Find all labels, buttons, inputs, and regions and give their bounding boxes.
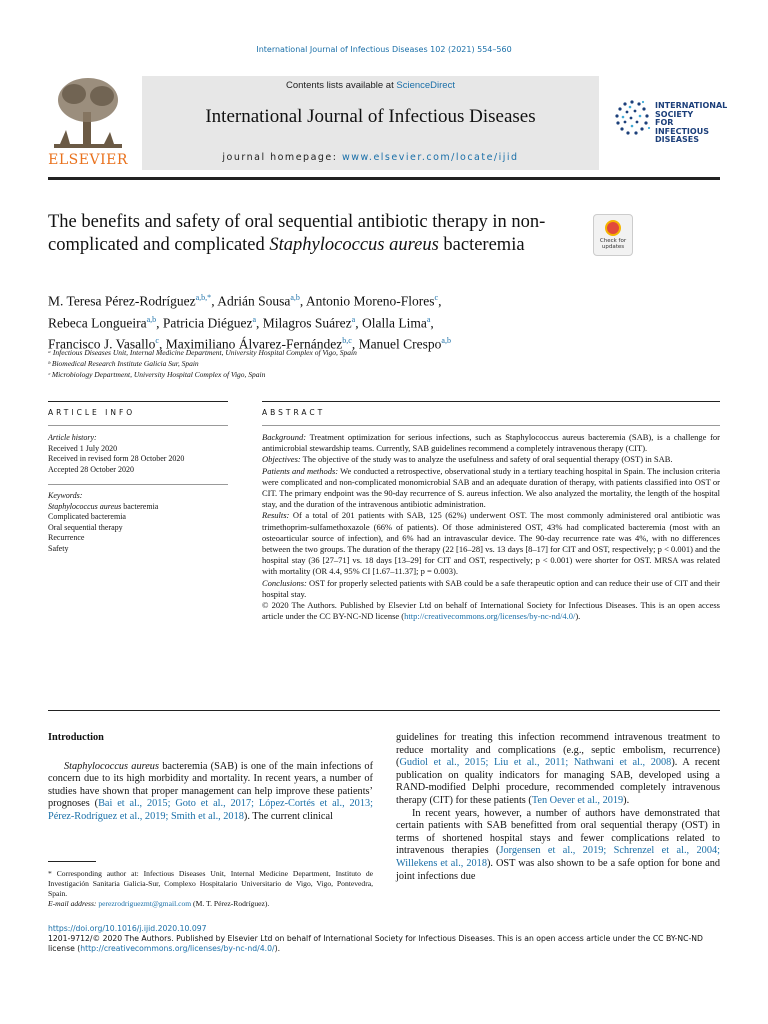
doi-link[interactable]: https://doi.org/10.1016/j.ijid.2020.10.097 [48,924,207,933]
corresponding-text: * Corresponding author at: Infectious Diseases Unit, Internal Medicine Department, Instituto de Investigación Sanitaria Galicia-Sur, Complexo Hospitalario Universitario de Vigo, Vigo, Pontevedra, Spain. [48,869,373,898]
affiliation-b: ᵇ Biomedical Research Institute Galicia Sur, Spain [48,359,199,368]
keyword-item: Recurrence [48,533,85,542]
abstract-copyright [262,600,720,622]
email-suffix: (M. T. Pérez-Rodríguez). [191,899,270,908]
right-column [396,732,720,883]
check-updates-label: Check for updates [599,238,627,250]
author-affil[interactable]: c [155,336,159,345]
license-link[interactable]: http://creativecommons.org/licenses/by-nc-nd/4.0/ [404,611,576,622]
society-name [655,102,727,145]
paragraph [48,761,373,824]
footer-license-link[interactable]: http://creativecommons.org/licenses/by-nc-nd/4.0/ [80,944,275,953]
sciencedirect-link[interactable]: ScienceDirect [396,80,455,91]
abstract-text: Treatment optimization for serious infections, such as Staphylococcus aureus bacteremia (SAB), is a challenge for antimicrobial stewardship teams. Currently, SAB guidelines recommend a completely intravenous therapy (CIT). [262,432,720,454]
publisher-name[interactable]: ELSEVIER [48,152,128,168]
keyword-item: Complicated bacteremia [48,512,126,521]
email-line [48,899,373,909]
keyword-item: Oral sequential therapy [48,522,123,532]
abstract-label: Results: [262,510,290,521]
email-link[interactable]: perezrodriguezmt@gmail.com [98,899,192,908]
paragraph-text: In recent years, however, a number of authors have demonstrated that certain patients with SAB benefitted from oral sequential therapy (OST) in terms of shortened hospital stays and fewer complications related to intravenous therapies ( [396,807,720,857]
history-received: Received 1 July 2020 [48,443,118,453]
page-footer [48,924,720,954]
paragraph-text: ). [623,794,630,806]
abstract-body [262,432,720,622]
author-name[interactable]: Patricia Diéguez [162,315,253,330]
abstract-text: The objective of the study was to analyze the usefulness and safety of oral sequential therapy (OST) in SAB. [300,454,673,465]
abstract-label: Conclusions: [262,577,307,588]
author-sep: , [299,293,306,309]
affiliation-c: ᶜ Microbiology Department, University Hospital Complex of Vigo, Spain [48,370,266,379]
keywords-heading: Keywords: [48,491,83,500]
paragraph-text: ). OST was also shown to be a safe option for bone and joint infections due [396,857,720,882]
copyright-text: © 2020 The Authors. Published by Elsevier Ltd on behalf of International Society for Infectious Diseases. This is an open access article under the CC BY-NC-ND license ( [262,600,720,622]
issn-line [48,934,720,954]
paragraph [396,732,720,808]
homepage-line [142,152,599,163]
issn-close: ). [274,944,281,953]
abstract-conclusions [262,578,720,600]
abstract-text: Of a total of 201 patients with SAB, 125 (62%) underwent OST. The most commonly administered oral antibiotic was trimethoprim-sulfamethoxazole (66% of patients). Of those administered OST, 43% had complicated bacteremia (most with an osteoarticular source of infection), and 6% had an intravascular device. The 90-day recurrence rate was 4%, with no differences between the two groups. The duration of the therapy (22 [16–28] vs. 13 days [8–17] for CIT and OST, respectively; p < 0.001) and the hospital stay (36 [27–71] vs. 18 days [13–29] for CIT and OST, respectively; p < 0.001) were shorter for OST. MRSA was related with mortality (OR 4.4, 95% CI [1.67–11.37]; p = 0.003). [262,510,720,577]
abstract-background [262,432,720,454]
author-list [48,289,568,354]
abstract-top-rule [262,401,720,402]
keyword-rest: bacteremia [121,501,159,511]
history-revised: Received in revised form 28 October 2020 [48,454,185,463]
paragraph-text: guidelines for treating this infection recommend intravenous treatment to reduce mortality and complications (e.g., septic embolism, recurrence) ( [396,732,720,769]
author-affil[interactable]: a,b [441,336,451,345]
left-column [48,732,373,824]
check-for-updates-button[interactable] [593,214,633,256]
author-name[interactable]: Milagros Suárez [262,315,352,330]
section-heading-introduction: Introduction [48,732,104,743]
article-history [48,433,228,475]
author-name[interactable]: Olalla Lima [361,315,427,330]
abstract-heading: ABSTRACT [262,408,326,417]
journal-banner [48,74,728,172]
info-top-rule [48,401,228,402]
author-affil[interactable]: b,c [342,336,352,345]
author-affil[interactable]: a [426,314,431,324]
article-info-heading: ARTICLE INFO [48,408,136,417]
keyword-item: Safety [48,543,69,553]
paragraph-text: ). A recent publication on quality indicators for managing SAB, developed using a RAND-modified Delphi procedure, recommended completely intravenous therapy (CIT) for these patients ( [396,757,720,806]
author-sep: , [430,315,434,330]
history-accepted: Accepted 28 October 2020 [48,464,134,474]
reference-links[interactable]: Jorgensen et al., 2019; Schrenzel et al., 2004; Willekens et al., 2018 [396,845,720,869]
society-line-3: FOR INFECTIOUS [655,118,709,136]
affiliation-a: ᵃ Infectious Diseases Unit, Internal Medicine Department, University Hospital Complex of Vigo, Spain [48,348,357,357]
author-sep: , [211,293,218,309]
species-name: Staphylococcus aureus [64,760,159,772]
contents-line [142,80,599,91]
paragraph [396,808,720,884]
keyword-item [48,502,228,513]
keywords-rule [48,484,228,485]
author-affil[interactable]: a,b [290,293,300,302]
email-label: E-mail address: [48,899,99,908]
author-sep: , [351,336,359,352]
abstract-sub-rule [262,425,720,426]
article-title [48,211,568,257]
author-affil[interactable]: a [252,314,257,324]
homepage-prefix: journal homepage: [222,152,342,163]
keywords [48,491,228,554]
author-name[interactable]: Manuel Crespo [358,336,442,352]
author-name[interactable]: Maximiliano Álvarez-Fernández [165,336,343,352]
society-logo[interactable] [613,98,728,148]
issn-text: 1201-9712/© 2020 The Authors. Published by Elsevier Ltd on behalf of International Society for Infectious Diseases. This is an open access article under the CC BY-NC-ND license ( [48,934,703,953]
affiliations [48,347,648,380]
journal-title[interactable]: International Journal of Infectious Diseases [205,106,536,127]
society-dots-icon [613,98,651,138]
author-sep: , [438,293,442,309]
abstract-text: OST for properly selected patients with SAB could be a safe therapeutic option and can reduce their use of CIT and their hospital stay. [262,577,720,599]
abstract-label: Objectives: [262,454,301,465]
header-rule [48,177,720,180]
title-species: Staphylococcus aureus [269,235,439,255]
author-sep: , [156,315,163,330]
abstract-results [262,510,720,577]
society-line-4: DISEASES [655,135,700,144]
corresponding-footnote [48,869,373,909]
reference-links[interactable]: Ten Oever et al., 2019 [531,794,624,806]
body-top-rule [48,710,720,711]
abstract-label: Background: [262,432,307,442]
info-sub-rule [48,425,228,426]
abstract-text: We conducted a retrospective, observational study in a tertiary teaching hospital in Spain. The inclusion criteria were complicated and non-complicated monomicrobial SAB and an adequate duration of therapy, with patients classified into OST or CIT. The primary endpoint was the 90-day recurrence of S. aureus infection. We also analyzed the mortality, the length of the hospital stay, and the duration of the intravenous antibiotic administration. [262,465,720,510]
author-sep: , [256,315,263,330]
author-affil[interactable]: a,b,* [195,293,212,302]
paragraph-text: ). The current clinical [243,810,333,822]
society-line-1: INTERNATIONAL [655,101,728,110]
homepage-link[interactable]: www.elsevier.com/locate/ijid [341,152,519,163]
copyright-close: ). [575,611,581,622]
footnote-rule [48,861,96,862]
title-text-2: bacteremia [438,235,525,255]
paragraph-text: bacteremia (SAB) is one of the main infections of concern due to its high morbidity and mortality. In recent years, a number of studies have shown that proper management can help improve these patients’ prognoses ( [48,760,373,810]
journal-citation[interactable]: International Journal of Infectious Diseases 102 (2021) 554–560 [256,45,512,54]
author-name[interactable]: Antonio Moreno-Flores [305,293,435,309]
reference-links[interactable]: Bai et al., 2015; Goto et al., 2017; López-Cortés et al., 2013; Pérez-Rodríguez et al., 2019; Smith et al., 2018 [48,798,373,822]
society-line-2: SOCIETY [655,109,694,119]
author-name[interactable]: Francisco J. Vasallo [48,336,156,352]
abstract-methods [262,466,720,511]
author-name[interactable]: Adrián Sousa [217,293,291,309]
abstract-objectives [262,454,720,465]
reference-links[interactable]: Gudiol et al., 2015; Liu et al., 2011; Nathwani et al., 2008 [399,757,672,769]
title-text-1: The benefits and safety of oral sequential antibiotic therapy in non-complicated and complicated [48,212,546,255]
author-affil[interactable]: c [434,293,439,302]
keyword-species: Staphylococcus aureus [48,501,122,511]
author-name[interactable]: Rebeca Longueira [48,315,147,330]
abstract-label: Patients and methods: [262,465,339,476]
history-heading: Article history: [48,433,97,442]
author-affil[interactable]: a,b [146,314,157,324]
author-name[interactable]: M. Teresa Pérez-Rodríguez [48,293,196,309]
author-affil[interactable]: a [351,314,356,324]
author-sep: , [158,336,166,352]
crossmark-icon [605,220,621,236]
contents-prefix: Contents lists available at [286,80,397,91]
author-sep: , [355,315,362,330]
journal-header-box [142,76,599,170]
